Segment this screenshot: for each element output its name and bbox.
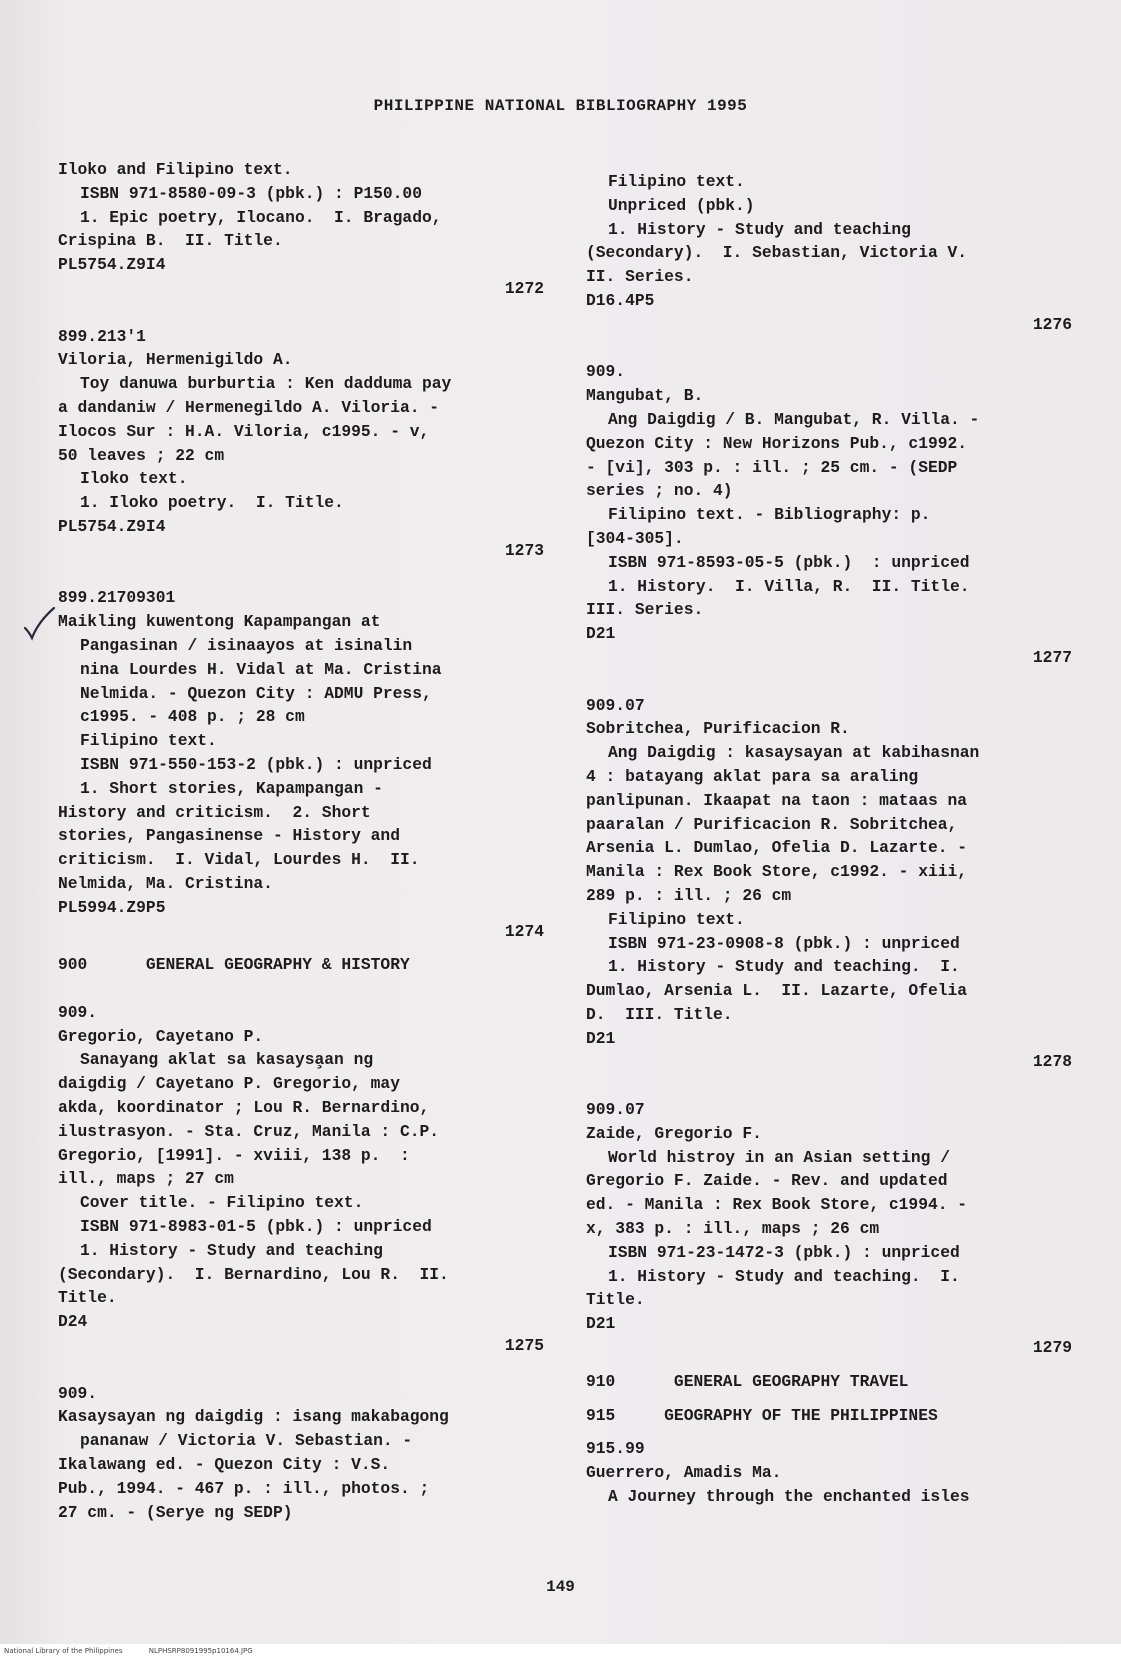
entry-line: Title. xyxy=(58,1288,117,1308)
entry-line: c1995. - 408 p. ; 28 cm xyxy=(80,707,305,727)
entry-line: Filipino text. xyxy=(80,731,217,751)
entry-line: Iloko text. xyxy=(80,469,188,489)
section-heading: 900 GENERAL GEOGRAPHY & HISTORY xyxy=(58,955,410,975)
page-title: PHILIPPINE NATIONAL BIBLIOGRAPHY 1995 xyxy=(373,97,748,115)
entry-line: stories, Pangasinense - History and xyxy=(58,826,400,846)
classification: 915.99 xyxy=(586,1439,645,1459)
entry-line: World histroy in an Asian setting / xyxy=(608,1147,950,1167)
entry-line: Filipino text. xyxy=(608,172,745,191)
author: Gregorio, Cayetano P. xyxy=(58,1026,264,1046)
call-number: D21 xyxy=(586,1314,616,1334)
entry-line: nina Lourdes H. Vidal at Ma. Cristina xyxy=(80,659,442,679)
classification: 899.21709301 xyxy=(58,588,176,608)
entry-line: paaralan / Purificacion R. Sobritchea, xyxy=(586,814,958,834)
entry-line: Toy danuwa burburtia : Ken dadduma pay xyxy=(80,374,452,394)
entry-number: 1277 xyxy=(1032,647,1072,667)
entry-line: ISBN 971-8983-01-5 (pbk.) : unpriced xyxy=(80,1217,432,1237)
entry-number: 1279 xyxy=(1032,1338,1072,1358)
entry-line: 1. History - Study and teaching xyxy=(80,1240,383,1260)
entry-line: 1. History - Study and teaching xyxy=(608,219,911,239)
call-number: D21 xyxy=(586,624,616,644)
entry-line: Title. xyxy=(586,1290,645,1310)
author: Viloria, Hermenigildo A. xyxy=(58,350,293,370)
entry-line: a dandaniw / Hermenegildo A. Viloria. - xyxy=(58,397,440,417)
entry-number: 1275 xyxy=(504,1336,544,1356)
entry-line: 27 cm. - (Serye ng SEDP) xyxy=(58,1502,293,1522)
author: Mangubat, B. xyxy=(586,386,704,406)
entry-title: Maikling kuwentong Kapampangan at xyxy=(58,612,381,632)
entry-number: 1276 xyxy=(1032,314,1072,334)
entry-title: Kasaysayan ng daigdig : isang makabagong xyxy=(58,1407,449,1427)
entry-line: ed. - Manila : Rex Book Store, c1994. - xyxy=(586,1195,968,1215)
entry-line: ISBN 971-8593-05-5 (pbk.) : unpriced xyxy=(608,552,970,572)
entry-line: Pangasinan / isinaayos at isinalin xyxy=(80,635,413,655)
entry-line: (Secondary). I. Sebastian, Victoria V. xyxy=(586,243,968,263)
entry-line: Crispina B. II. Title. xyxy=(58,231,283,251)
entry-line: Manila : Rex Book Store, c1992. - xiii, xyxy=(586,862,968,882)
call-number: PL5754.Z9I4 xyxy=(58,255,166,275)
entry-line: Filipino text. xyxy=(608,909,745,929)
entry-number: 1273 xyxy=(504,540,544,560)
author: Sobritchea, Purificacion R. xyxy=(586,719,850,739)
entry-line: II. Series. xyxy=(586,267,694,287)
entry-line: 1. Short stories, Kapampangan - xyxy=(80,778,383,798)
entry-line: 1. History. I. Villa, R. II. Title. xyxy=(608,576,970,596)
entry-line: D. III. Title. xyxy=(586,1004,733,1024)
entry-line: Ang Daigdig / B. Mangubat, R. Villa. - xyxy=(608,409,980,429)
section-heading: 915 GEOGRAPHY OF THE PHILIPPINES xyxy=(586,1405,938,1425)
footer-library: National Library of the Philippines xyxy=(4,1647,123,1655)
author: Zaide, Gregorio F. xyxy=(586,1123,762,1143)
entry-line: Pub., 1994. - 467 p. : ill., photos. ; xyxy=(58,1478,430,1498)
call-number: D16.4P5 xyxy=(586,290,655,310)
entry-number: 1278 xyxy=(1032,1052,1072,1072)
classification: 909. xyxy=(58,1002,98,1022)
entry-line: pananaw / Victoria V. Sebastian. - xyxy=(80,1431,413,1451)
entry-line: Nelmida, Ma. Cristina. xyxy=(58,873,273,893)
entry-line: ill., maps ; 27 cm xyxy=(58,1169,234,1189)
entry-title: A Journey through the enchanted isles xyxy=(608,1487,970,1507)
call-number: D24 xyxy=(58,1312,88,1332)
entry-line: 289 p. : ill. ; 26 cm xyxy=(586,885,792,905)
entry-line: 4 : batayang aklat para sa araling xyxy=(586,766,919,786)
call-number: PL5994.Z9P5 xyxy=(58,897,166,917)
scan-footer xyxy=(0,1644,1121,1658)
entry-line: Ilocos Sur : H.A. Viloria, c1995. - v, xyxy=(58,421,430,441)
section-heading: 910 GENERAL GEOGRAPHY TRAVEL xyxy=(586,1371,909,1391)
entry-line: Ikalawang ed. - Quezon City : V.S. xyxy=(58,1455,391,1475)
entry-line: Filipino text. - Bibliography: p. xyxy=(608,505,931,525)
entry-line: 1. History - Study and teaching. I. xyxy=(608,957,960,977)
classification: 909. xyxy=(586,362,626,382)
entry-line: 1. History - Study and teaching. I. xyxy=(608,1266,960,1286)
classification: 909.07 xyxy=(586,1100,645,1120)
entry-line: akda, koordinator ; Lou R. Bernardino, xyxy=(58,1098,430,1118)
entry-line: panlipunan. Ikaapat na taon : mataas na xyxy=(586,790,968,810)
right-column xyxy=(586,170,1076,1509)
entry-line: 1. Iloko poetry. I. Title. xyxy=(80,493,344,513)
entry-line: Cover title. - Filipino text. xyxy=(80,1193,364,1213)
entry-number: 1274 xyxy=(504,921,544,941)
entry-line: [304-305]. xyxy=(586,528,684,548)
entry-line: Iloko and Filipino text. xyxy=(58,160,293,179)
classification: 909.07 xyxy=(586,695,645,715)
call-number: PL5754.Z9I4 xyxy=(58,516,166,536)
entry-line: 50 leaves ; 22 cm xyxy=(58,445,225,465)
entry-line: ilustrasyon. - Sta. Cruz, Manila : C.P. xyxy=(58,1121,440,1141)
entry-line: ISBN 971-550-153-2 (pbk.) : unpriced xyxy=(80,754,432,774)
classification: 899.213'1 xyxy=(58,326,146,346)
left-column xyxy=(58,158,548,1524)
classification: 909. xyxy=(58,1383,98,1403)
entry-line: 1. Epic poetry, Ilocano. I. Bragado, xyxy=(80,207,442,227)
entry-line: - [vi], 303 p. : ill. ; 25 cm. - (SEDP xyxy=(586,457,958,477)
handwritten-check-icon xyxy=(22,606,56,642)
entry-line: series ; no. 4) xyxy=(586,481,733,501)
entry-number: 1272 xyxy=(504,278,544,298)
call-number: D21 xyxy=(586,1028,616,1048)
entry-line: (Secondary). I. Bernardino, Lou R. II. xyxy=(58,1264,449,1284)
page-number: 149 xyxy=(546,1578,575,1596)
entry-line: Unpriced (pbk.) xyxy=(608,195,755,215)
entry-line: History and criticism. 2. Short xyxy=(58,802,371,822)
footer-file: NLPHSRP8091995p10164.JPG xyxy=(148,1647,253,1655)
entry-line: criticism. I. Vidal, Lourdes H. II. xyxy=(58,850,420,870)
entry-line: ISBN 971-8580-09-3 (pbk.) : P150.00 xyxy=(80,183,422,203)
entry-line: x, 383 p. : ill., maps ; 26 cm xyxy=(586,1219,880,1239)
entry-line: ISBN 971-23-0908-8 (pbk.) : unpriced xyxy=(608,933,960,953)
entry-line: Ang Daigdig : kasaysayan at kabihasnan xyxy=(608,743,980,763)
entry-line: Nelmida. - Quezon City : ADMU Press, xyxy=(80,683,432,703)
entry-line: ISBN 971-23-1472-3 (pbk.) : unpriced xyxy=(608,1242,960,1262)
entry-line: Arsenia L. Dumlao, Ofelia D. Lazarte. - xyxy=(586,838,968,858)
entry-line: Gregorio F. Zaide. - Rev. and updated xyxy=(586,1171,948,1191)
entry-line: Sanayang aklat sa kasaysa̧an ng xyxy=(80,1050,374,1070)
entry-line: Gregorio, [1991]. - xviii, 138 p. : xyxy=(58,1145,410,1165)
entry-line: Dumlao, Arsenia L. II. Lazarte, Ofelia xyxy=(586,981,968,1001)
entry-line: Quezon City : New Horizons Pub., c1992. xyxy=(586,433,968,453)
author: Guerrero, Amadis Ma. xyxy=(586,1463,782,1483)
entry-line: daigdig / Cayetano P. Gregorio, may xyxy=(58,1074,400,1094)
entry-line: III. Series. xyxy=(586,600,704,620)
